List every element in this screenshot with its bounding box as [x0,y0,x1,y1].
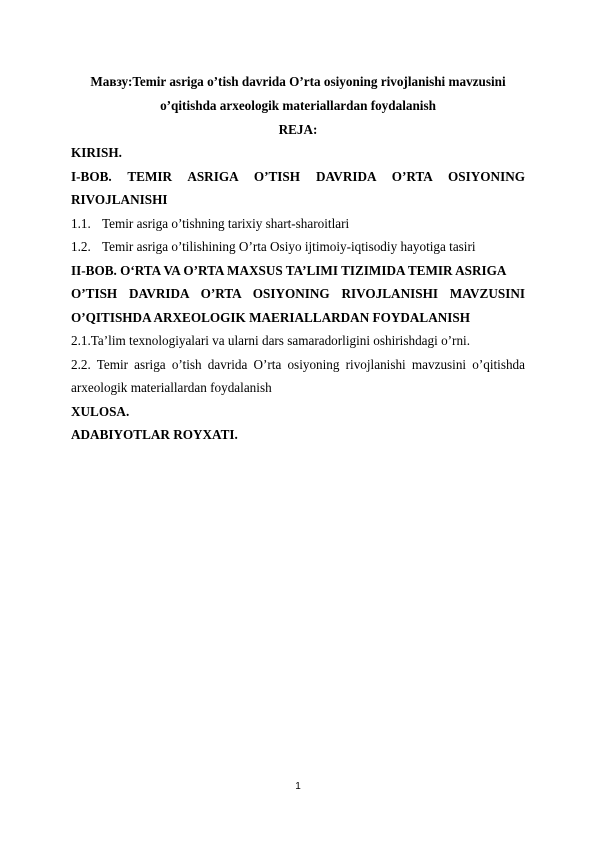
section-1-2 [71,235,525,259]
section-1-1 [71,212,525,236]
chapter-2-heading-line-1: II-BOB. O‘RTA VA O’RTA MAXSUS TA’LIMI TIZIMIDA TEMIR ASRIGA [71,262,507,278]
title-line-2: o’qitishda arxeologik materiallardan foydalanish [160,98,436,113]
chapter-2-heading-line-3: O’QITISHDA ARXEOLOGIK MAERIALLARDAN FOYDALANISH [71,309,470,325]
page-number: 1 [295,781,301,792]
intro-heading: KIRISH. [71,145,122,160]
chapter-2-heading-line-2: O’TISH DAVRIDA O’RTA OSIYONING RIVOJLANISHI MAVZUSINI [71,286,525,301]
bibliography-heading: ADABIYOTLAR ROYXATI. [71,427,238,442]
title-line-1: Мавзу:Temir asriga o’tish davrida O’rta osiyoning rivojlanishi mavzusini [90,74,506,89]
plan-heading: REJA: [278,122,318,137]
chapter-1-heading-line-1: I-BOB. TEMIR ASRIGA O’TISH DAVRIDA O’RTA OSIYONING [71,168,525,184]
document-page [71,70,525,447]
section-2-2-line-2: arxeologik materiallardan foydalanish [71,380,272,395]
conclusion-heading: XULOSA. [71,403,130,419]
section-1-1-text: Temir asriga o’tishning tarixiy shart-sharoitlari [102,215,350,231]
chapter-1-heading-line-2: RIVOJLANISHI [71,192,168,207]
section-1-1-number: 1.1. [71,215,91,231]
section-1-2-text: Temir asriga o’tilishining O’rta Osiyo ijtimoiy-iqtisodiy hayotiga tasiri [102,239,476,254]
document-title [71,70,525,118]
section-2-1: 2.1.Ta’lim texnologiyalari va ularni dars samaradorligini oshirishdagi o’rni. [71,333,470,348]
section-1-2-number: 1.2. [71,239,91,254]
section-2-2-line-1: 2.2. Temir asriga o’tish davrida O’rta osiyoning rivojlanishi mavzusini o’qitishda [71,356,525,372]
